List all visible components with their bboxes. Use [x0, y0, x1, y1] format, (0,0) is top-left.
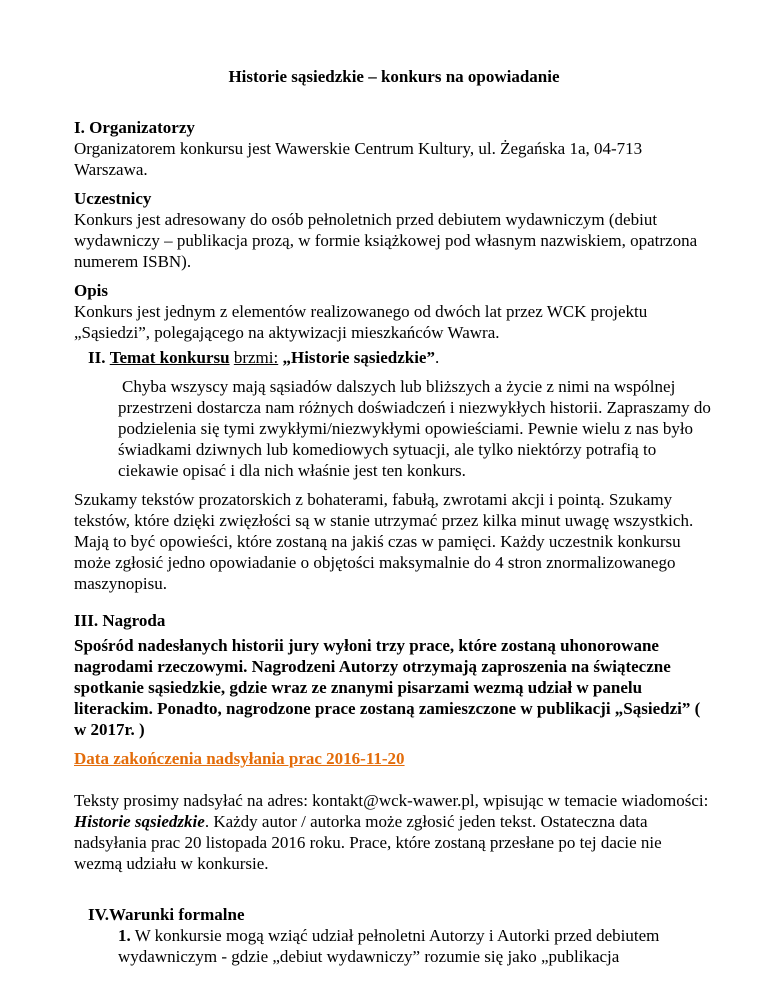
prize-text: Spośród nadesłanych historii jury wyłoni trzy prace, które zostaną uhonorowane nagrodami rzeczowymi. Nagrodzeni Autorzy otrzymają zaproszenia na świąteczne spotkanie sąsiedzkie, gdzie wraz ze znanymi pisarzami wezmą udział w panelu literackim. Ponadto, nagrodzone prace zostaną zamieszczone w publikacji „Sąsiedzi” ( w 2017r. ) — [74, 636, 701, 739]
formal-heading: IV.Warunki formalne — [88, 905, 245, 924]
theme-heading-line — [88, 347, 714, 368]
section-participants — [74, 188, 714, 272]
submission-subject: Historie sąsiedzkie — [74, 812, 205, 831]
formal-item-1-text: W konkursie mogą wziąć udział pełnoletni Autorzy i Autorki przed debiutem wydawniczym - gdzie „debiut wydawniczy” rozumie się jako „publikacja — [118, 926, 660, 966]
theme-verb: brzmi: — [233, 348, 279, 367]
deadline-link[interactable]: Data zakończenia nadsyłania prac 2016-11-20 — [74, 749, 405, 768]
organizers-text: Organizatorem konkursu jest Wawerskie Centrum Kultury, ul. Żegańska 1a, 04-713 Warszawa. — [74, 139, 643, 179]
theme-body: Chyba wszyscy mają sąsiadów dalszych lub bliższych a życie z nimi na wspólnej przestrzeni dostarcza nam różnych doświadczeń i niezwykłych historii. Zapraszamy do podzielenia się tymi zwykłymi/niezwykłymi opowieściami. Pewnie wielu z nas było świadkami dziwnych lub komediowych sytuacji, ale tylko niektórzy potrafią to ciekawie opisać i dla nich właśnie jest ten konkurs. — [118, 377, 711, 480]
section-formal — [74, 904, 714, 967]
prize-heading: III. Nagroda — [74, 611, 166, 630]
document-page — [74, 66, 714, 975]
theme-label: Temat konkursu — [109, 348, 230, 367]
formal-item-1 — [118, 925, 714, 967]
theme-value: „Historie sąsiedzkie” — [282, 348, 435, 367]
theme-number: II. — [88, 348, 106, 367]
formal-item-1-number: 1. — [118, 926, 131, 945]
submission-before: Teksty prosimy nadsyłać na adres: kontakt@wck-wawer.pl, wpisując w temacie wiadomości: — [74, 791, 709, 810]
description-text: Konkurs jest jednym z elementów realizowanego od dwóch lat przez WCK projektu „Sąsiedzi”, polegającego na aktywizacji mieszkańców Wawra. — [74, 302, 648, 342]
participants-heading: Uczestnicy — [74, 189, 152, 208]
section-prize — [74, 610, 714, 740]
section-theme — [74, 347, 714, 481]
section-description — [74, 280, 714, 343]
theme-value-end: . — [434, 348, 440, 367]
submission-after: . Każdy autor / autorka może zgłosić jeden tekst. Ostateczna data nadsyłania prac 20 listopada 2016 roku. Prace, które zostaną przesłane po tej dacie nie wezmą udziału w konkursie. — [74, 812, 662, 873]
organizers-heading: I. Organizatorzy — [74, 118, 195, 137]
description-heading: Opis — [74, 281, 109, 300]
document-title: Historie sąsiedzkie – konkurs na opowiadanie — [228, 67, 560, 86]
participants-text: Konkurs jest adresowany do osób pełnoletnich przed debiutem wydawniczym (debiut wydawniczy – publikacja prozą, w formie książkowej pod własnym nazwiskiem, opatrzona numerem ISBN). — [74, 210, 698, 271]
search-text: Szukamy tekstów prozatorskich z bohaterami, fabułą, zwrotami akcji i pointą. Szukamy tekstów, które dzięki zwięzłości są w stanie utrzymać przez kilka minut uwagę wszystkich. Mają to być opowieści, które zostaną na jakiś czas w pamięci. Każdy uczestnik konkursu może zgłosić jedno opowiadanie o objętości maksymalnie do 4 stron znormalizowanego maszynopisu. — [74, 490, 694, 593]
section-organizers — [74, 117, 714, 180]
submission-text — [74, 790, 714, 874]
